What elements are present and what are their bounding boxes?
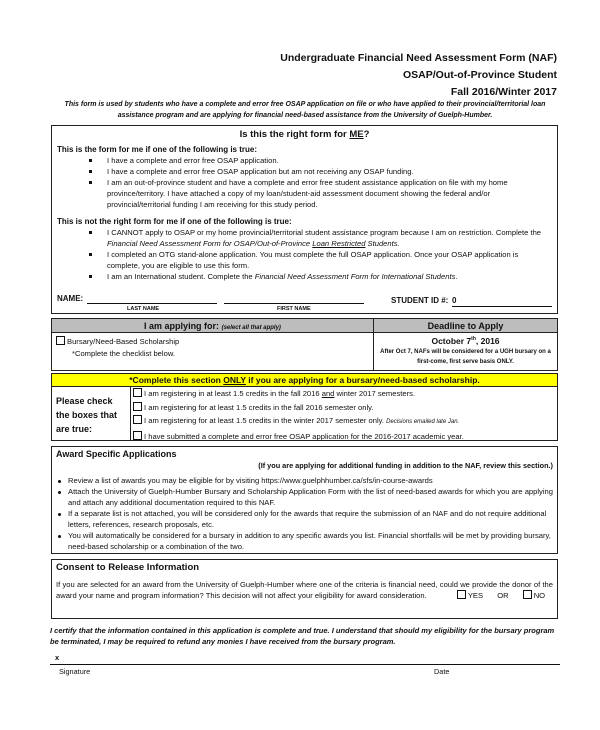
student-id-label: STUDENT ID #: [391, 296, 449, 305]
no-checkbox[interactable] [523, 590, 532, 599]
yes-item: I have a complete and error free OSAP application. [87, 155, 552, 166]
consent-title: Consent to Release Information [56, 562, 200, 573]
checklist-item[interactable]: I am registering for at least 1.5 credits in the winter 2017 semester only. Decisions emailed late Jan. [133, 414, 464, 430]
deadline-header: Deadline to Apply [374, 319, 557, 333]
checklist-section [51, 373, 558, 441]
or-label: OR [497, 591, 509, 600]
award-title: Award Specific Applications [56, 449, 177, 459]
form-title: Undergraduate Financial Need Assessment Form (NAF) [280, 52, 557, 64]
signature-x: x [55, 653, 60, 662]
yes-option[interactable]: YES [457, 591, 483, 600]
form-term: Fall 2016/Winter 2017 [450, 86, 557, 98]
first-name-caption: FIRST NAME [277, 306, 311, 312]
award-item: If a separate list is not attached, you will be considered only for the awards that require the submission of an NAF and do not require additional letters, references, research proposals, etc. [56, 508, 553, 530]
yes-title: This is the form for me if one of the following is true: [57, 145, 258, 154]
checkbox[interactable] [133, 415, 142, 424]
form-subtitle: OSAP/Out-of-Province Student [402, 69, 557, 81]
intro-text: This form is used by students who have a complete and error free OSAP application on file or who have applied to their provincial/territorial loan assistance program and are applying for financial need-based assistance from the University of Guelph-Humber. [64, 101, 546, 119]
certification-text: I certify that the information contained in this application is complete and true. I understand that should my eligibility for the bursary program be terminated, I may be required to refund any monies I have received from the bursary program. [50, 626, 555, 646]
no-title: This is not the right form for me if one of the following is true: [57, 217, 292, 226]
consent-text: If you are selected for an award from the University of Guelph-Humber where one of the criteria is financial need, could we provide the donor of the award your name and program information? This decision will not affect your eligibility for award consideration. YES OR NO [56, 580, 553, 600]
deadline-note: After Oct 7, NAFs will be considered for a UGH bursary on a first-come, first serve basis ONLY. [380, 348, 551, 365]
checkbox[interactable] [133, 431, 142, 440]
checklist-label: Please check the boxes that are true: [56, 396, 118, 434]
yes-item: I am an out-of-province student and have a complete and error free student assistance application on file with my home province/territory. I have attached a copy of my loan/student-aid assessment document showing the federal and/or provincial/territorial funding I am receiving for this study period. [87, 177, 552, 210]
no-item: I CANNOT apply to OSAP or my home provincial/territorial student assistance program because I am on restriction. Complete the Financial Need Assessment Form for OSAP/Out-of-Province Loan Restricted Students. [87, 227, 552, 249]
applying-header: I am applying for: (select all that apply) [52, 319, 373, 333]
name-label: NAME: [57, 294, 84, 303]
yes-item: I have a complete and error free OSAP application but am not receiving any OSAP funding. [87, 166, 552, 177]
bursary-checkbox[interactable] [56, 336, 65, 345]
bursary-note: *Complete the checklist below. [72, 349, 175, 358]
last-name-field[interactable] [87, 296, 217, 304]
award-item: Attach the University of Guelph-Humber Bursary and Scholarship Application Form with the list of need-based awards for which you are applying and attach any additional documentation required to this NAF. [56, 486, 553, 508]
award-item: You will automatically be considered for a bursary in addition to any specific awards you list. Financial shortfalls will be met by providing bursary, need-based scholarship or a combination of the two. [56, 530, 553, 552]
no-option[interactable]: NO [523, 591, 545, 600]
yes-checkbox[interactable] [457, 590, 466, 599]
last-name-caption: LAST NAME [127, 306, 160, 312]
checklist-item[interactable]: I am registering in at least 1.5 credits in the fall 2016 and winter 2017 semesters. [133, 387, 464, 401]
date-label: Date [434, 667, 450, 676]
applying-section [51, 318, 558, 371]
checkbox[interactable] [133, 388, 142, 397]
checklist-header: *Complete this section ONLY if you are applying for a bursary/need-based scholarship. [52, 374, 557, 387]
checklist-item[interactable]: I have submitted a complete and error free OSAP application for the 2016-2017 academic year. [133, 430, 464, 444]
right-form-section [51, 125, 558, 314]
bursary-label: Bursary/Need-Based Scholarship [67, 337, 180, 346]
checklist-item[interactable]: I am registering for at least 1.5 credits in the fall 2016 semester only. [133, 401, 464, 415]
first-name-field[interactable] [224, 296, 364, 304]
award-subtitle: (If you are applying for additional funding in addition to the NAF, review this section.) [258, 461, 553, 470]
no-item: I am an International student. Complete the Financial Need Assessment Form for International Students. [87, 271, 552, 282]
signature-label: Signature [59, 667, 91, 676]
right-form-heading: Is this the right form for ME? [239, 129, 370, 140]
student-id-field[interactable]: 0 [452, 295, 552, 307]
consent-section [51, 559, 558, 619]
checkbox[interactable] [133, 402, 142, 411]
signature-line[interactable] [50, 664, 560, 665]
award-section [51, 446, 558, 554]
no-item: I completed an OTG stand-alone application. You must complete the full OSAP application. Once your OSAP application is complete, you are eligible to use this form. [87, 249, 552, 271]
award-item: Review a list of awards you may be eligible for by visiting https://www.guelphhumber.ca/sfs/in-course-awards [56, 475, 553, 486]
deadline-date: October 7th, 2016 [431, 335, 500, 346]
